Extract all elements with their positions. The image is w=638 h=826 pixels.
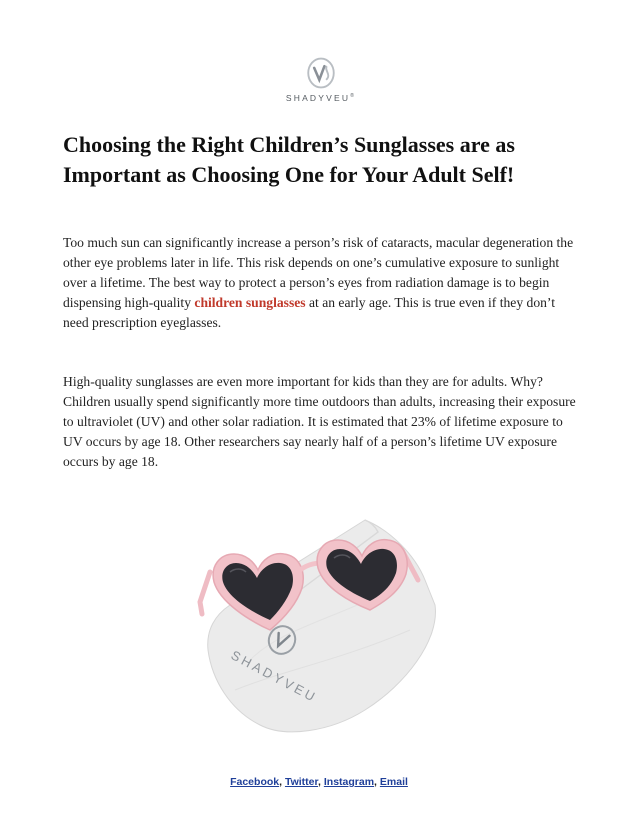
shadyveu-logo-icon (304, 56, 338, 90)
article-paragraph-2: High-quality sunglasses are even more important for kids than they are for adults. Why? Children usually spend significantly more time outdoors than adults, increasing their exposure to ultraviolet (UV) and other solar radiation. It is estimated that 23% of lifetime exposure to UV occurs by age 18. Other researchers say nearly half of a person’s lifetime UV exposure occurs by age 18. (63, 374, 576, 469)
paragraph-1-text-end: at an early age. This is true even if they don’t need prescription eyeglasses. (63, 295, 555, 330)
footer-separator: , (318, 776, 324, 788)
twitter-link[interactable]: Twitter (284, 776, 319, 788)
instagram-link[interactable]: Instagram (323, 776, 375, 788)
brand-wordmark: SHADYVEU® (285, 93, 357, 103)
brand-logo (276, 56, 366, 108)
email-link[interactable]: Email (379, 776, 408, 788)
article-title: Choosing the Right Children’s Sunglasses are as Important as Choosing One for Your Adult Self! (63, 132, 515, 187)
children-sunglasses-link[interactable]: children sunglasses (194, 295, 306, 310)
article-paragraph-1 (63, 233, 583, 333)
paragraph-1-text: Too much sun can significantly increase a person’s risk of cataracts, macular degeneration the other eye problems later in life. This risk depends on one’s cumulative exposure to sunlight over a lifetime. The best way to protect a person’s eyes from radiation damage is to begin dispensing high-quality (63, 235, 574, 310)
footer-social-links (0, 776, 638, 788)
footer-separator: , (374, 776, 380, 788)
footer-separator: , (279, 776, 285, 788)
pouch-logo-text: SHADYVEU (228, 647, 320, 706)
facebook-link[interactable]: Facebook (230, 776, 280, 788)
product-image (190, 510, 450, 740)
